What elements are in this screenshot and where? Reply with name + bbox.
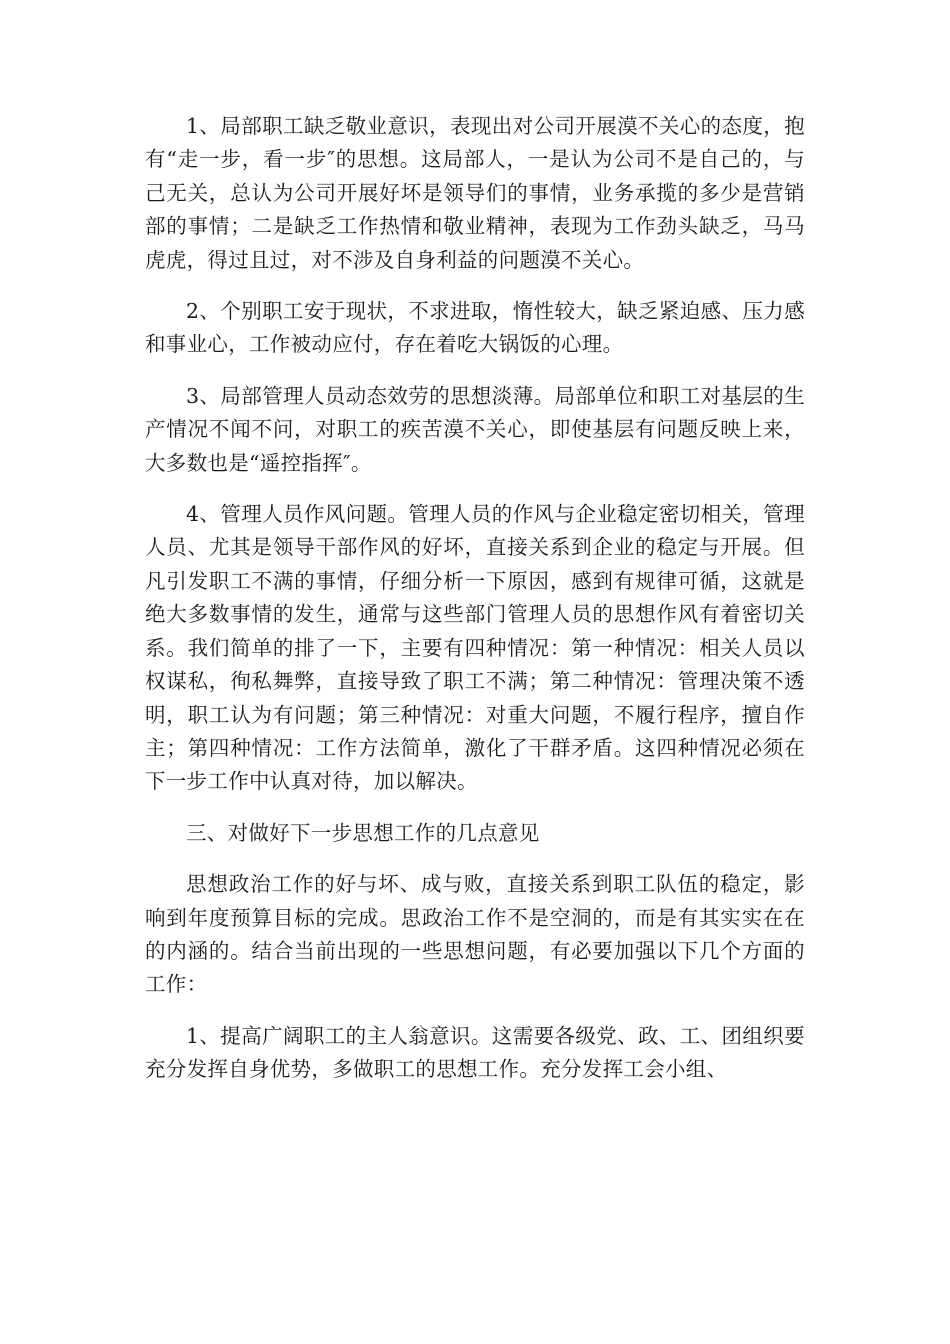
paragraph-5: 思想政治工作的好与坏、成与败，直接关系到职工队伍的稳定，影响到年度预算目标的完成。思政治工作不是空洞的，而是有其实实在在的内涵的。结合当前出现的一些思想问题，有必要加强以下几个方面的工作： xyxy=(145,872,805,997)
paragraph-4: 4、管理人员作风问题。管理人员的作风与企业稳定密切相关，管理人员、尤其是领导干部作风的好坏，直接关系到企业的稳定与开展。但凡引发职工不满的事情，仔细分析一下原因，感到有规律可循，这就是绝大多数事情的发生，通常与这些部门管理人员的思想作风有着密切关系。我们简单的排了一下，主要有四种情况：第一种情况：相关人员以权谋私，徇私舞弊，直接导致了职工不满；第二种情况：管理决策不透明，职工认为有问题；第三种情况：对重大问题，不履行程序，擅自作主；第四种情况：工作方法简单，激化了干群矛盾。这四种情况必须在下一步工作中认真对待，加以解决。 xyxy=(145,502,805,794)
paragraph-6: 1、提高广阔职工的主人翁意识。这需要各级党、政、工、团组织要充分发挥自身优势，多做职工的思想工作。充分发挥工会小组、 xyxy=(145,1023,805,1082)
section-heading: 三、对做好下一步思想工作的几点意见 xyxy=(186,820,540,845)
document-body xyxy=(145,110,805,1105)
paragraph-3: 3、局部管理人员动态效劳的思想淡薄。局部单位和职工对基层的生产情况不闻不问，对职工的疾苦漠不关心，即使基层有问题反映上来，大多数也是“遥控指挥″。 xyxy=(145,383,805,475)
paragraph-2: 2、个别职工安于现状，不求进取，惰性较大，缺乏紧迫感、压力感和事业心，工作被动应付，存在着吃大锅饭的心理。 xyxy=(145,299,805,357)
paragraph-1: 1、局部职工缺乏敬业意识，表现出对公司开展漠不关心的态度，抱有“走一步，看一步″的思想。这局部人，一是认为公司不是自己的，与己无关，总认为公司开展好坏是领导们的事情，业务承揽的多少是营销部的事情；二是缺乏工作热情和敬业精神，表现为工作劲头缺乏，马马虎虎，得过且过，对不涉及自身利益的问题漠不关心。 xyxy=(145,114,805,272)
